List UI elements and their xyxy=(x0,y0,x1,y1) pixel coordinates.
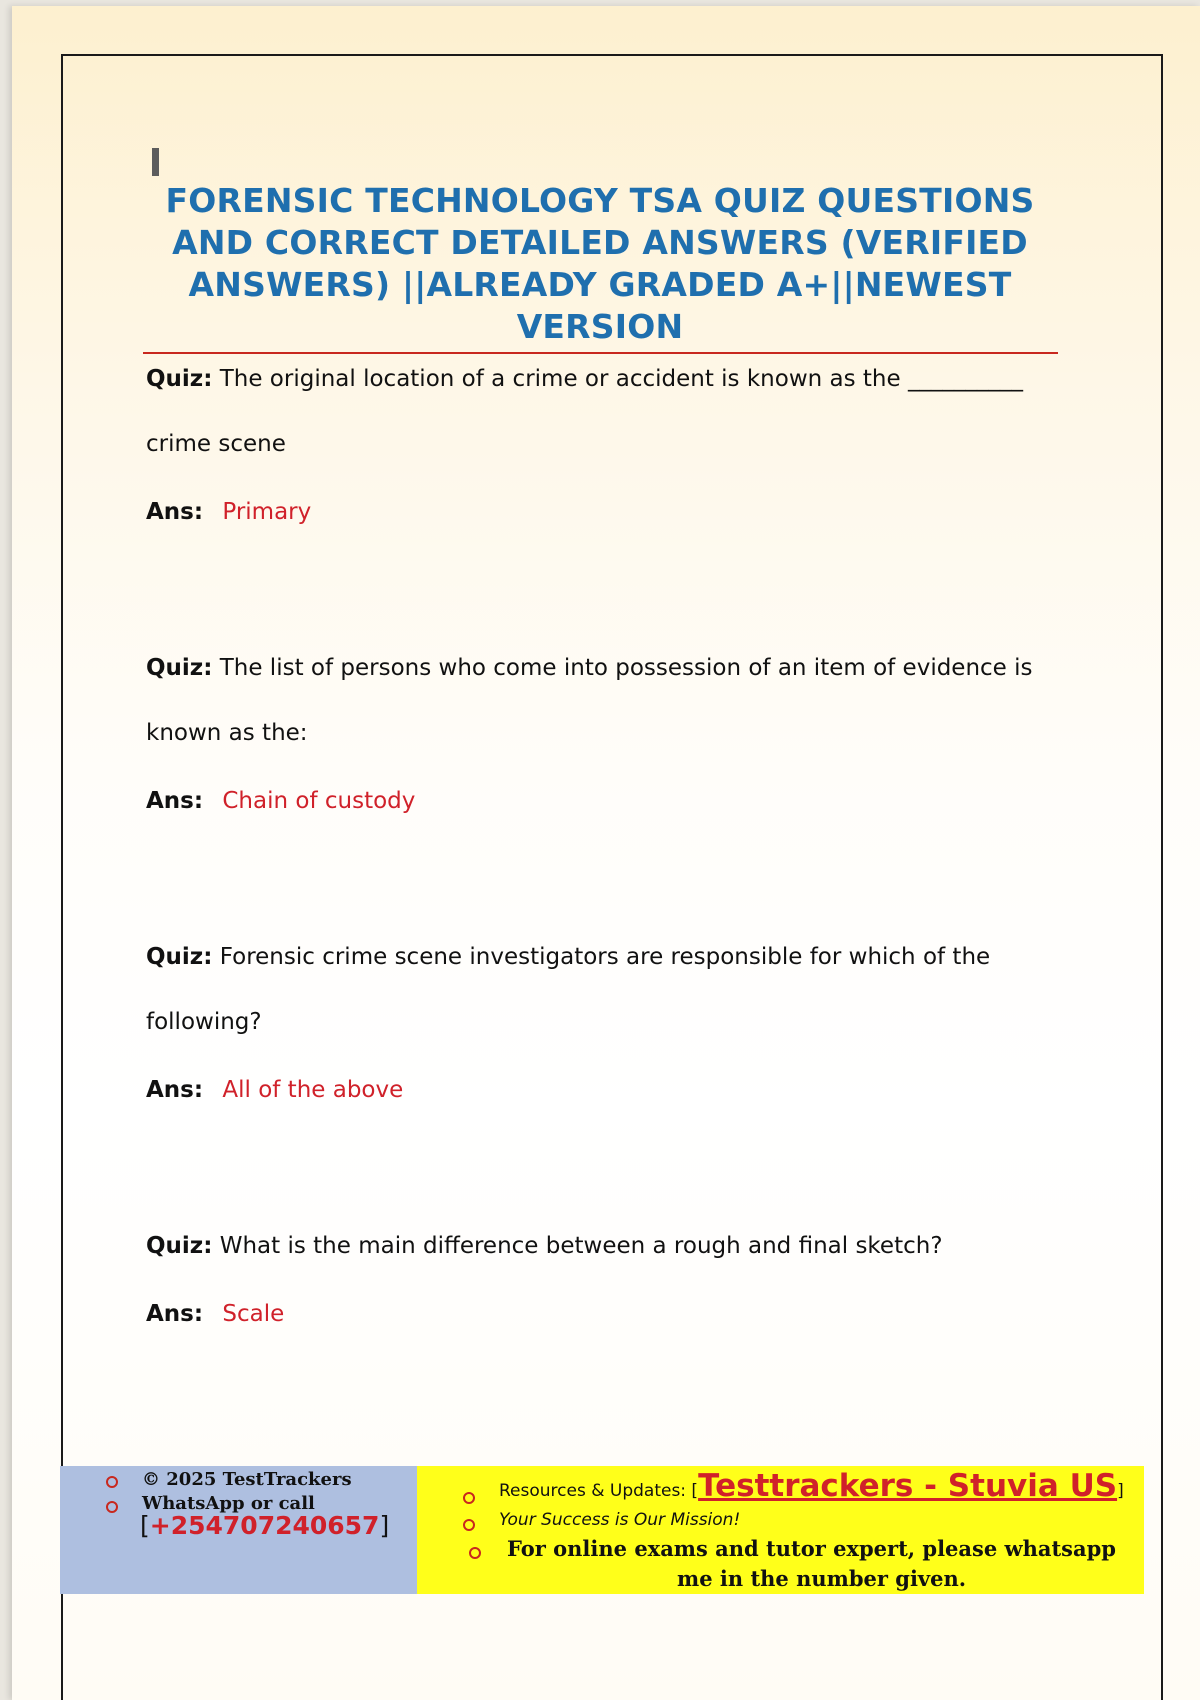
quiz-label: Quiz: xyxy=(146,1233,213,1259)
bracket-close-icon: ] xyxy=(379,1511,390,1540)
copyright-text: © 2025 TestTrackers xyxy=(142,1469,352,1490)
phone-text: +254707240657 xyxy=(149,1511,380,1540)
ans-label: Ans: xyxy=(146,788,204,814)
qa-item-3 xyxy=(146,925,1066,1105)
quiz-label: Quiz: xyxy=(146,366,213,392)
answer-3 xyxy=(146,1075,1066,1105)
resources-line xyxy=(499,1468,1124,1504)
answer-text: All of the above xyxy=(222,1077,404,1103)
resources-close: ] xyxy=(1117,1481,1124,1501)
question-text: The original location of a crime or accident is known as the __________ crime scene xyxy=(146,366,1023,457)
bullet-icon xyxy=(106,1501,118,1513)
promo-line-2: me in the number given. xyxy=(677,1566,967,1591)
question-2 xyxy=(146,636,1066,766)
footer-contact-panel xyxy=(60,1466,417,1594)
question-1 xyxy=(146,347,1066,477)
quiz-label: Quiz: xyxy=(146,655,213,681)
answer-1 xyxy=(146,497,1066,527)
phone-number[interactable] xyxy=(140,1511,389,1540)
whatsapp-label: WhatsApp or call xyxy=(142,1493,315,1514)
footer-promo-panel xyxy=(417,1466,1144,1594)
promo-line-1: For online exams and tutor expert, please whatsapp xyxy=(507,1536,1116,1561)
bullet-icon xyxy=(463,1492,475,1504)
ans-label: Ans: xyxy=(146,499,204,525)
question-3 xyxy=(146,925,1066,1055)
ans-label: Ans: xyxy=(146,1077,204,1103)
mission-text: Your Success is Our Mission! xyxy=(499,1510,741,1530)
document-title: FORENSIC TECHNOLOGY TSA QUIZ QUESTIONS AND CORRECT DETAILED ANSWERS (VERIFIED ANSWERS) ||ALREADY GRADED A+||NEWEST VERSION xyxy=(165,181,1035,346)
qa-item-1 xyxy=(146,347,1066,527)
bracket-open-icon: [ xyxy=(140,1511,150,1540)
answer-text: Primary xyxy=(222,499,312,525)
bullet-icon xyxy=(463,1519,475,1531)
question-text: Forensic crime scene investigators are responsible for which of the following? xyxy=(146,944,991,1035)
answer-text: Scale xyxy=(222,1301,285,1327)
answer-text: Chain of custody xyxy=(222,788,416,814)
bullet-icon xyxy=(469,1547,481,1559)
question-text: What is the main difference between a rough and final sketch? xyxy=(219,1233,943,1259)
text-cursor-mark xyxy=(152,148,159,176)
question-4 xyxy=(146,1214,1066,1279)
resources-link[interactable]: Testtrackers - Stuvia US xyxy=(698,1468,1118,1504)
answer-4 xyxy=(146,1299,1066,1329)
qa-item-2 xyxy=(146,636,1066,816)
qa-item-4 xyxy=(146,1214,1066,1329)
quiz-label: Quiz: xyxy=(146,944,213,970)
resources-label: Resources & Updates: [ xyxy=(499,1481,699,1501)
bullet-icon xyxy=(106,1476,118,1488)
ans-label: Ans: xyxy=(146,1301,204,1327)
answer-2 xyxy=(146,786,1066,816)
question-text: The list of persons who come into possession of an item of evidence is known as the: xyxy=(146,655,1033,746)
